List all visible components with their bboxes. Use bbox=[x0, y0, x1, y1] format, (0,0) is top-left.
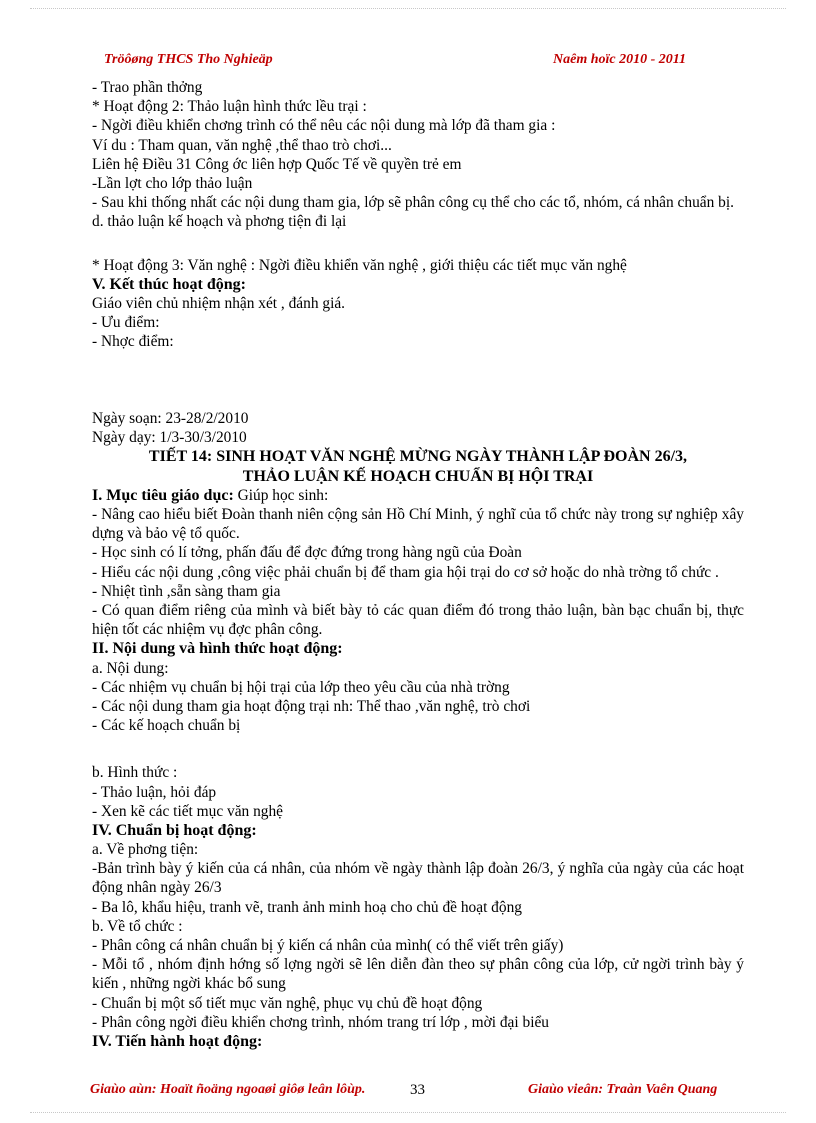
text-line: - Nhiệt tình ,sẵn sàng tham gia bbox=[92, 582, 281, 600]
text-paragraph: - Sau khi thống nhất các nội dung tham gia, lớp sẽ phân công cụ thể cho các tổ, nhóm, cá nhân chuẩn bị. bbox=[92, 194, 734, 212]
lesson-title: TIẾT 14: SINH HOẠT VĂN NGHỆ MỪNG NGÀY THÀNH LẬP ĐOÀN 26/3, bbox=[148, 448, 688, 466]
text-line: b. Về tổ chức : bbox=[92, 917, 183, 935]
text-line: - Ba lô, khẩu hiệu, tranh vẽ, tranh ảnh minh hoạ cho chủ đề hoạt động bbox=[92, 898, 522, 916]
text-paragraph: * Hoạt động 3: Văn nghệ : Ngời điều khiển văn nghệ , giới thiệu các tiết mục văn nghệ bbox=[92, 256, 627, 274]
document-body bbox=[92, 78, 744, 1051]
text-line: - Học sinh có lí tởng, phấn đấu để đợc đứng trong hàng ngũ của Đoàn bbox=[92, 544, 522, 562]
text-line: - Các nội dung tham gia hoạt động trại nh: Thể thao ,văn nghệ, trò chơi bbox=[92, 697, 531, 715]
section-heading: IV. Chuẩn bị hoạt động: bbox=[92, 821, 257, 839]
text-line: - Thảo luận, hỏi đáp bbox=[92, 783, 217, 801]
text-line: - Trao phần thởng bbox=[92, 79, 203, 96]
text-line: - Nhợc điểm: bbox=[92, 333, 174, 351]
header-school: Tröôøng THCS Tho Nghieäp bbox=[104, 52, 273, 67]
date-taught: Ngày dạy: 1/3-30/3/2010 bbox=[92, 429, 247, 447]
top-dotted-rule bbox=[30, 8, 786, 9]
page-number: 33 bbox=[410, 1082, 425, 1098]
bottom-dotted-rule bbox=[30, 1112, 786, 1113]
page-footer bbox=[0, 1082, 816, 1104]
text-paragraph: -Bản trình bày ý kiến của cá nhân, của nhóm về ngày thành lập đoàn 26/3, ý nghĩa của ngày của các hoạt động nhân ngày 26/3 bbox=[92, 860, 744, 897]
text-line: Liên hệ Điều 31 Công ớc liên hợp Quốc Tế về quyền trẻ em bbox=[92, 155, 462, 173]
text-line: * Hoạt động 2: Thảo luận hình thức lều trại : bbox=[92, 98, 367, 116]
text-paragraph: - Có quan điểm riêng của mình và biết bày tỏ các quan điểm đó trong thảo luận, bàn bạc chuẩn bị, thực hiện tốt các nhiệm vụ đợc phân công. bbox=[92, 601, 744, 639]
section-heading: IV. Tiến hành hoạt động: bbox=[92, 1033, 263, 1051]
section-heading: I. Mục tiêu giáo dục: bbox=[92, 486, 234, 504]
text-paragraph: - Mỗi tổ , nhóm định hớng số lợng ngời sẽ lên diễn đàn theo sự phân công của lớp, cử ngời trình bày ý kiến , những ngời khác bổ sung bbox=[92, 956, 744, 993]
text-line: - Các nhiệm vụ chuẩn bị hội trại của lớp theo yêu cầu của nhà trờng bbox=[92, 678, 510, 696]
lesson-title-cont: THẢO LUẬN KẾ HOẠCH CHUẨN BỊ HỘI TRẠI bbox=[242, 467, 594, 485]
text-line: Giáo viên chủ nhiệm nhận xét , đánh giá. bbox=[92, 294, 346, 312]
footer-lesson-plan: Giaùo aùn: Hoaït ñoäng ngoaøi giôø leân lôùp. bbox=[90, 1082, 366, 1097]
text-line: - Chuẩn bị một số tiết mục văn nghệ, phục vụ chủ đề hoạt động bbox=[92, 994, 483, 1012]
text-line: -Lần lợt cho lớp thảo luận bbox=[92, 174, 253, 192]
footer-teacher: Giaùo vieân: Traàn Vaên Quang bbox=[528, 1082, 718, 1097]
text-paragraph: - Hiểu các nội dung ,công việc phải chuẩn bị để tham gia hội trại do cơ sở hoặc do nhà trờng tổ chức . bbox=[92, 563, 719, 581]
text-line: b. Hình thức : bbox=[92, 764, 178, 782]
text-line: a. Nội dung: bbox=[92, 659, 169, 677]
text-line: Ví du : Tham quan, văn nghệ ,thể thao trò chơi... bbox=[92, 136, 392, 154]
text-line: a. Về phơng tiện: bbox=[92, 841, 199, 859]
text-line: - Phân công cá nhân chuẩn bị ý kiến cá nhân của mình( có thể viết trên giấy) bbox=[92, 937, 564, 955]
text-paragraph: - Nâng cao hiểu biết Đoàn thanh niên cộng sản Hồ Chí Minh, ý nghĩ của tổ chức này trong sự nghiệp xây dựng và bảo vệ tổ quốc. bbox=[92, 506, 744, 543]
text-line: - Xen kẽ các tiết mục văn nghệ bbox=[92, 802, 284, 820]
page-header bbox=[0, 52, 816, 74]
text-line: - Ưu điểm: bbox=[92, 314, 160, 332]
text-line: - Phân công ngời điều khiển chơng trình, nhóm trang trí lớp , mời đại biểu bbox=[92, 1013, 550, 1031]
header-school-year: Naêm hoïc 2010 - 2011 bbox=[553, 52, 686, 67]
section-heading-rest: Giúp học sinh: bbox=[233, 486, 329, 504]
section-heading: V. Kết thúc hoạt động: bbox=[92, 275, 246, 293]
text-line: - Ngời điều khiển chơng trình có thể nêu các nội dung mà lớp đã tham gia : bbox=[92, 117, 556, 135]
date-prepared: Ngày soạn: 23-28/2/2010 bbox=[92, 410, 249, 428]
text-line: - Các kế hoạch chuẩn bị bbox=[92, 717, 241, 735]
section-heading: II. Nội dung và hình thức hoạt động: bbox=[92, 640, 343, 658]
text-line: d. thảo luận kế hoạch và phơng tiện đi lại bbox=[92, 213, 347, 231]
